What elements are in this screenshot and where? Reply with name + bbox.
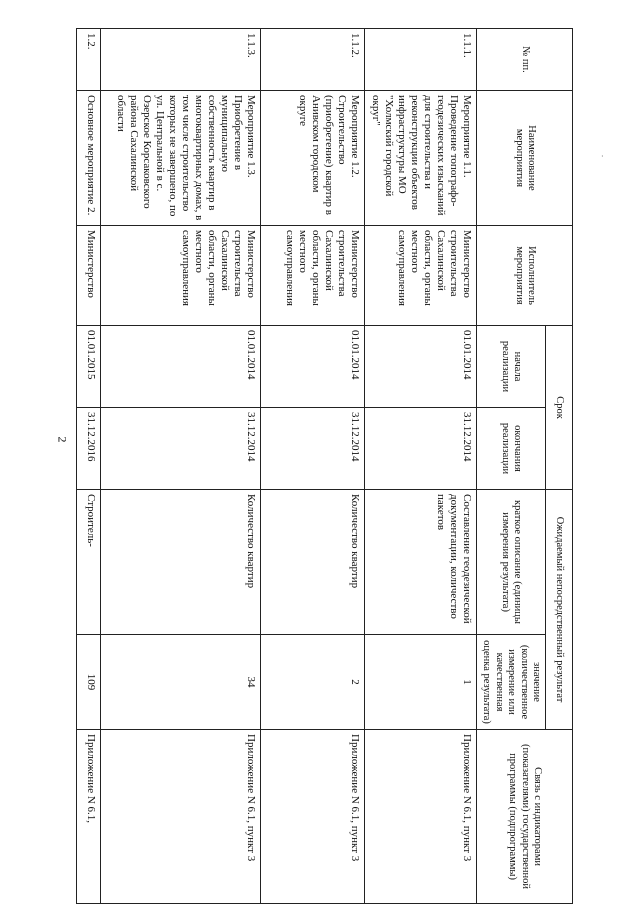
cell-end: 31.12.2016 xyxy=(77,408,101,490)
cell-start: 01.01.2014 xyxy=(261,326,365,408)
cell-link: Приложение N 6.1, пункт 3 xyxy=(101,730,261,904)
table-row xyxy=(77,29,101,904)
cell-name: Мероприятие 1.1. Проведение топографо-геодезических изысканий для строительства и реконструкции объектов инфраструктуры МО "Холмский городской округ" xyxy=(365,91,477,226)
cell-executor: Министерство xyxy=(77,226,101,326)
header-executor: Исполнитель мероприятия xyxy=(477,226,573,326)
page-number: 2 xyxy=(55,436,70,443)
cell-link: Приложение N 6.1, xyxy=(77,730,101,904)
table-row xyxy=(101,29,261,904)
header-name: Наименование мероприятия xyxy=(477,91,573,226)
cell-name: Основное мероприятие 2. xyxy=(77,91,101,226)
cell-name: Мероприятие 1.3. Приобретение в муниципальную собственность квартир в многоквартирных домах, в том числе строительство которых не завершено, по ул. Центральной в с. Озерское Корсаковского района Сахалинской области xyxy=(101,91,261,226)
cell-value: 1 xyxy=(365,635,477,730)
cell-desc: Количество квартир xyxy=(261,490,365,635)
header-term-end: окончания реализации xyxy=(477,408,546,490)
cell-num: 1.1.3. xyxy=(101,29,261,91)
cell-start: 01.01.2015 xyxy=(77,326,101,408)
measures-table xyxy=(76,28,573,904)
cell-end: 31.12.2014 xyxy=(101,408,261,490)
header-result-value: значение (количественное измерение или качественная оценка результата) xyxy=(477,635,546,730)
cell-desc: Строитель- xyxy=(77,490,101,635)
header-result-desc: краткое описание (единицы измерения результата) xyxy=(477,490,546,635)
cell-start: 01.01.2014 xyxy=(101,326,261,408)
scan-speck: · xyxy=(601,152,604,161)
header-link: Связь с индикаторами (показателями) государственной программы (подпрограммы) xyxy=(477,730,573,904)
cell-desc: Количество квартир xyxy=(101,490,261,635)
cell-num: 1.2. xyxy=(77,29,101,91)
cell-end: 31.12.2014 xyxy=(261,408,365,490)
cell-executor: Министерство строительства Сахалинской области, органы местного самоуправления xyxy=(261,226,365,326)
table-row xyxy=(261,29,365,904)
cell-desc: Составление геодезической документации, количество пакетов xyxy=(365,490,477,635)
cell-num: 1.1.1. xyxy=(365,29,477,91)
header-row-1 xyxy=(546,29,573,904)
header-term: Срок xyxy=(546,326,573,490)
header-result: Ожидаемый непосредственный результат xyxy=(546,490,573,730)
cell-name: Мероприятие 1.2. Строительство (приобретение) квартир в Анивском городском округе xyxy=(261,91,365,226)
table-row xyxy=(365,29,477,904)
cell-executor: Министерство строительства Сахалинской области, органы местного самоуправления xyxy=(101,226,261,326)
cell-executor: Министерство строительства Сахалинской области, органы местного самоуправления xyxy=(365,226,477,326)
cell-value: 109 xyxy=(77,635,101,730)
cell-value: 34 xyxy=(101,635,261,730)
cell-link: Приложение N 6.1, пункт 3 xyxy=(261,730,365,904)
header-num: № пп. xyxy=(477,29,573,91)
cell-num: 1.1.2. xyxy=(261,29,365,91)
document-table-rotated xyxy=(85,28,573,903)
header-term-start: начала реализации xyxy=(477,326,546,408)
cell-start: 01.01.2014 xyxy=(365,326,477,408)
cell-end: 31.12.2014 xyxy=(365,408,477,490)
cell-value: 2 xyxy=(261,635,365,730)
cell-link: Приложение N 6.1, пункт 3 xyxy=(365,730,477,904)
